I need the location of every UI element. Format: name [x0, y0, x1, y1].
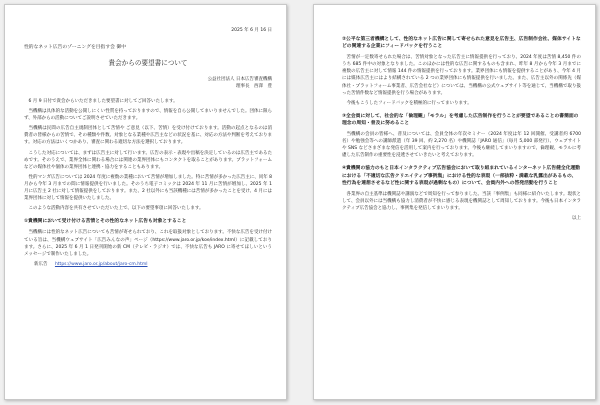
- section-2-heading: ②公平な第三者機構として、性的なネット広告に関して寄せられた意見を広告主、広告制作会社、媒体サイトなどの関連する企業にフィードバックを行うこと: [342, 37, 581, 50]
- letter-date: 2025 年 6 月 16 日: [231, 28, 272, 33]
- section-4-body: 各業界の自主基準は機関誌や講演などで周知を行って参りました。当該「事例集」も同様に紹介いたします。現状として、会員以外には当機構も協力し消費者が不快に感じる表現を機関誌として周知しております。今後も日本インタラクティブ広告協会と協力し、事例集を発信してまいります。: [342, 191, 581, 211]
- section-3-body: 当機構の会員の皆様へ、普及については、会員全体の年次セミナー（2024 年度は年 12 回開催、受講者約 6700 名）や勉強会等への講師派遣（年 39 回、約 2,270 名）や機関誌「JARO 通信」（毎月 5,000 部発行）、ウェブサイトや SNS などさまざまな発信を活用して案内を行っております。今後も継続してまいりますので、倫理観、モラルに考慮した広告制作の重要性を浸透させていきたいと考えております。: [342, 132, 581, 159]
- body-paragraph: こうした対応については、まずは広告主に対して行います。広告の表示・表現や出稿を決定しているのは広告主であるためです。そのうえで、業界全体に関わる場合には関連の業界団体にもコンタクトを取ることがあります。プラットフォームなどの媒体社や個体の業界団体と連携・協力をすることもあります。: [24, 150, 272, 170]
- reference-label: 新広告: [34, 261, 48, 267]
- section-2-body: 今後もこうしたフィードバックを積極的に行ってまいります。: [346, 100, 472, 106]
- issuer-person: 理事長 西澤 豊: [236, 84, 272, 89]
- issuer-block: [24, 76, 272, 90]
- intro-paragraph: 6 月 9 日付で貴会からいただきました要望書に対してご回答いたします。: [28, 99, 178, 104]
- issuer-organization: 公益社団法人 日本広告審査機構: [207, 77, 272, 82]
- section-3-heading: ③全会員に対して、社会的な「倫理観」「モラル」を考慮した広告制作を行うことが要望であることの書簡面の理念の周知・普及に努めること: [342, 113, 579, 126]
- document-page-2: [313, 4, 596, 400]
- reference-link[interactable]: https://www.jaro.or.jp/about/jaro-cm.html: [54, 261, 148, 267]
- section-2-body: 苦情が一定数寄せられた場合は、苦情対象となった広告主に情報提供を行っており、2024 年度は苦情 8,450 件のうち 685 件中の対象となりました。このほかには性的な広告に関するものも含まれ、昨年 8 月から今年 3 月までに複数の広告主に対して情報 144 件の情報提供を行っております。業界団体にも情報を提供することがあり、今年 4 月には媒体広告主にはより結構されている 2 つの業界団体にも情報提供を行いました。また、広告主以外の関係先（媒体社・プラットフォーム事業者、広告会社など）については、当機構の公式ウェブサイト等を通じて、当機構で取り扱った苦情件数など情報提供を行う場合があります。: [342, 55, 581, 96]
- closing-mark: 以上: [572, 215, 581, 221]
- body-paragraph: 性的マンガ広告については 2024 年度に複数の業種において苦情が増加しました。特に苦情が多かった広告主に、同年 8 月から今年 3 月までの間に情報提供を行いました。そのうち電子コミックは 2024 年 11 月に苦情が増加し、2025 年 1 月に広告主 2 社に対して情報提供をしております。また、2 社以外にも当該機種には苦情が多かったことを受け、4 月には業界団体に対して情報を提供いたしました。: [24, 174, 273, 202]
- reference-line: [34, 261, 272, 268]
- section-1-body: 当機構には性的なネット広告についても苦情が寄せられており、これを取扱対象としております。不快な広告を受け付けている旨は、当機構ウェブサイト「広告みんなの声」ページ（https://www.jaro.or.jp/koe/index.html）に記載しております。さらに、2025 年 6 月 1 日発刊開始の新 CM（テレビ・ラジオ）では、不快な広告も JARO に寄せてほしいというメッセージで制作いたしました。: [24, 230, 272, 257]
- body-paragraph: 当機構は民間の広告自主規制団体として苦情や ご意見（以下、苦情）を受け付けております。活動の起点となるのは消費者の皆様からの苦情で、その種類や件数、対象となる業種や広告主などの状況を基に、対応の方法や判断を考えております。対応の方法はいくつかあり、審査に関わる適切な方法を選択しております。: [24, 126, 272, 146]
- section-1-heading: ①貴機関において受け付ける苦情とその性的なネット広告も対象とすること: [24, 219, 187, 225]
- letter-recipient: 性的なネット広告のゾーニングを目指す会 御中: [24, 45, 127, 50]
- body-paragraph: このような活動内容を共有させていただいた上で、以下の要望事項に回答いたします。: [28, 206, 204, 212]
- section-4-heading: ④貴機関の協力のもと日本インタラクティブ広告協会において取り組まれているインターネット広告健全化運動における「不適切な広告クリエイティブ事例集」における性的な表現（一部抜粋・満載な乳露出があるもの、性行為を連想させるなど性に関する表現が過剰なもの）について、会員内外への啓発活動を行うこと: [342, 166, 581, 186]
- letter-title: 貴会からの要望書について: [108, 59, 188, 67]
- body-paragraph: 当機構は具体的な活動を公開しにくい性質を持っておりますので、情報を自ら公開してまいりませんでした。団体に限らず、外部からの活動についてご説明させていただきます。: [24, 109, 272, 122]
- document-page-1: [4, 4, 287, 400]
